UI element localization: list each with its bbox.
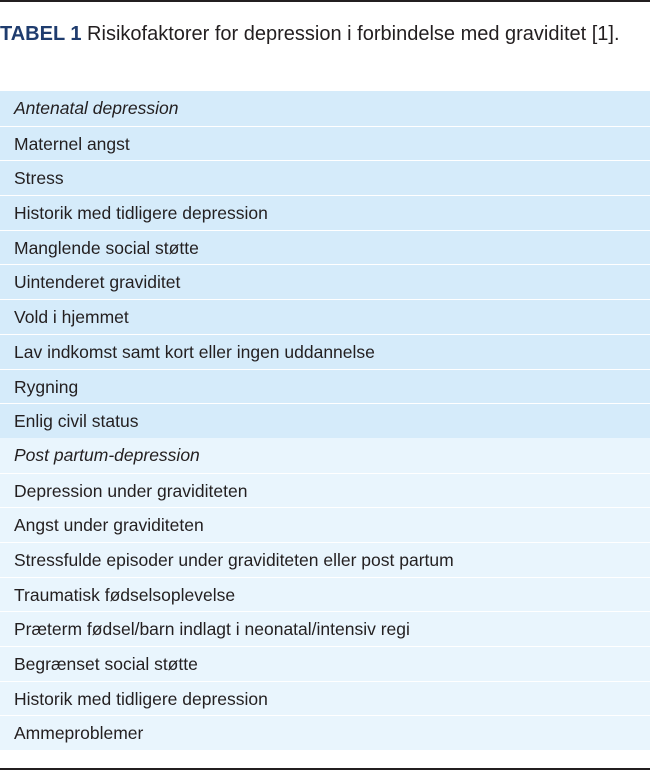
risk-factor-table <box>0 91 650 750</box>
section-heading: Post partum-depression <box>14 444 200 465</box>
table-caption <box>0 21 640 48</box>
table-row: Præterm fødsel/barn indlagt i neonatal/intensiv regi <box>0 611 650 646</box>
table-row: Angst under graviditeten <box>0 507 650 542</box>
table-row: Stress <box>0 160 650 195</box>
table-row: Ammeproblemer <box>0 715 650 750</box>
top-rule <box>0 0 650 2</box>
table-label: TABEL 1 <box>0 23 82 45</box>
table-row: Historik med tidligere depression <box>0 195 650 230</box>
section-antenatal <box>0 91 650 438</box>
table-row: Begrænset social støtte <box>0 646 650 681</box>
table-row: Maternel angst <box>0 126 650 161</box>
table-row: Historik med tidligere depression <box>0 681 650 716</box>
table-row: Uintenderet graviditet <box>0 264 650 299</box>
table-row: Vold i hjemmet <box>0 299 650 334</box>
section-post-partum <box>0 438 650 750</box>
table-row: Traumatisk fødselsoplevelse <box>0 577 650 612</box>
table-row: Manglende social støtte <box>0 230 650 265</box>
table-row: Stressfulde episoder under graviditeten eller post partum <box>0 542 650 577</box>
table-title: Risikofaktorer for depression i forbindelse med graviditet [1]. <box>81 23 620 45</box>
bottom-rule <box>0 768 650 770</box>
table-row: Enlig civil status <box>0 403 650 438</box>
section-heading: Antenatal depression <box>14 98 179 118</box>
table-row: Depression under graviditeten <box>0 473 650 508</box>
table-row: Rygning <box>0 369 650 404</box>
table-row: Lav indkomst samt kort eller ingen uddannelse <box>0 334 650 369</box>
